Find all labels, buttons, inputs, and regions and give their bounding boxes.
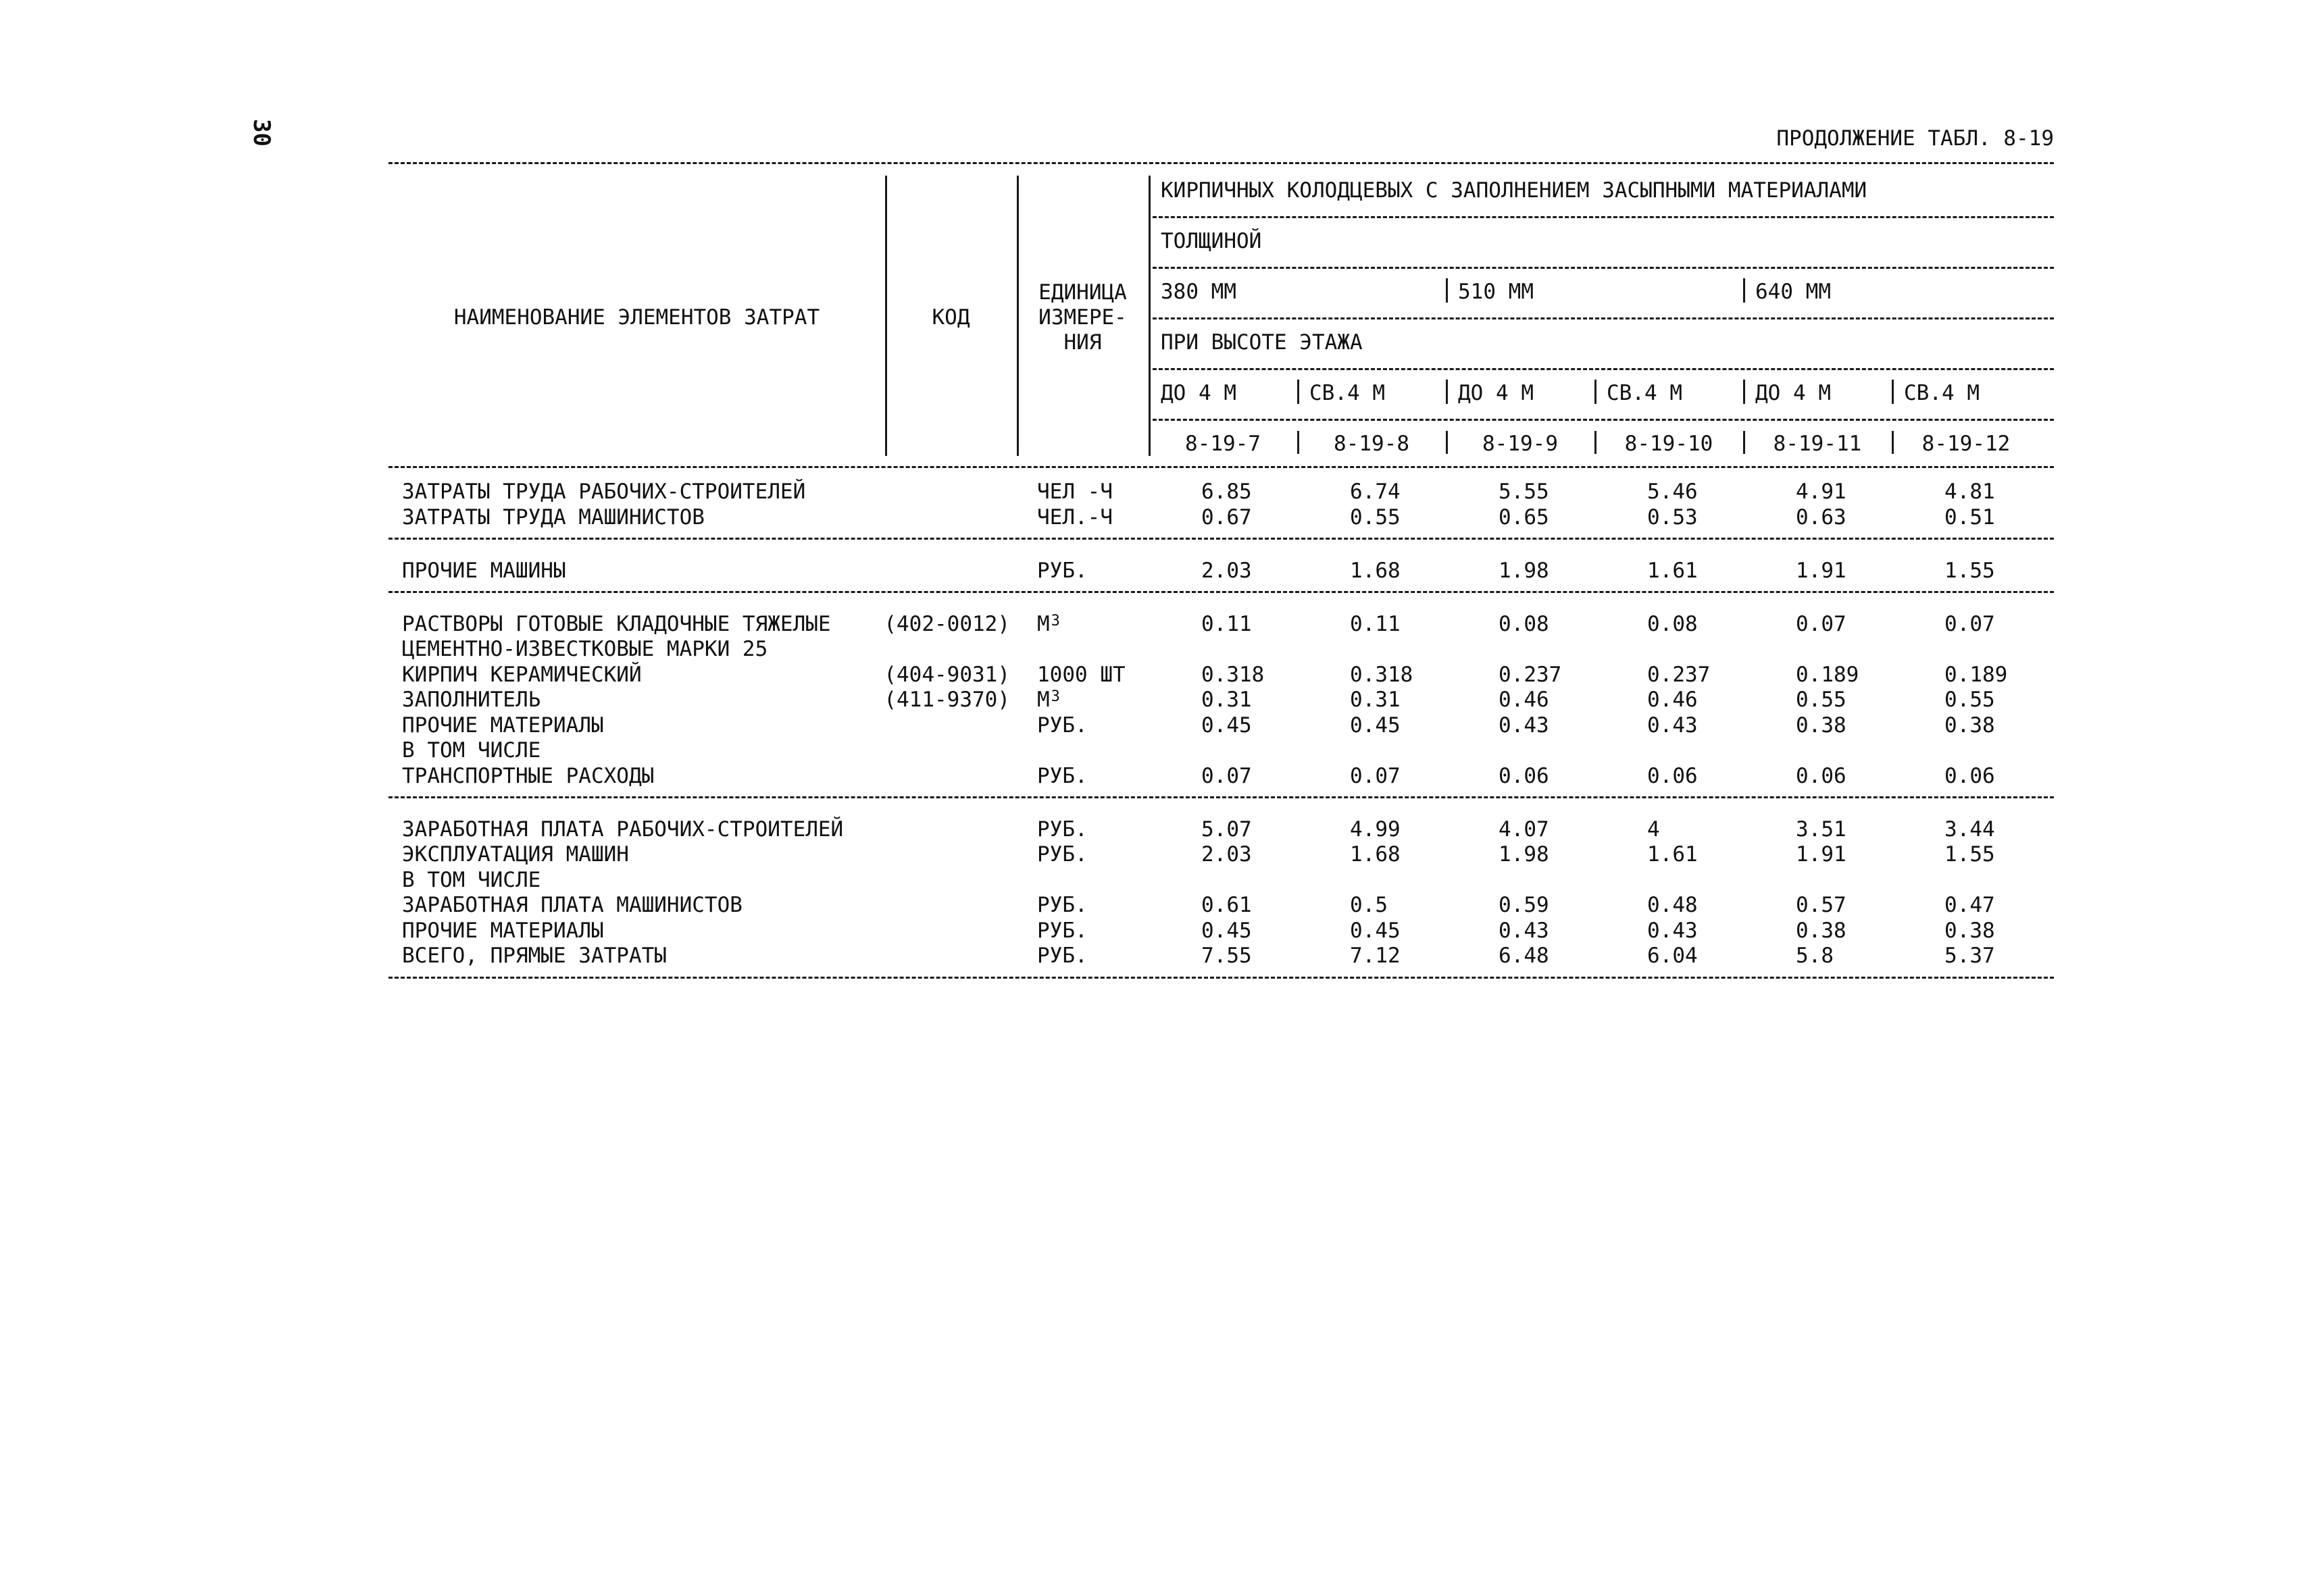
norm-code-4: 8-19-10 (1624, 432, 1713, 456)
row-unit: ЧЕЛ.-Ч (1037, 505, 1113, 530)
height-label: ПРИ ВЫСОТЕ ЭТАЖА (1161, 330, 1363, 355)
row-name: ЗАТРАТЫ ТРУДА МАШИНИСТОВ (402, 505, 705, 530)
row-value: 4.91 (1796, 480, 1846, 504)
row-value: 4 (1647, 817, 1660, 842)
row-value: 7.55 (1201, 944, 1252, 968)
row-value: 0.63 (1796, 505, 1846, 530)
row-value: 0.38 (1944, 713, 1995, 738)
row-value: 0.47 (1944, 893, 1995, 917)
row-value: 1.61 (1647, 558, 1698, 583)
row-value: 0.237 (1499, 662, 1562, 687)
column-separator (1446, 278, 1448, 303)
column-separator (1892, 380, 1894, 404)
row-unit: РУБ. (1037, 842, 1088, 867)
row-name: ЗАРАБОТНАЯ ПЛАТА МАШИНИСТОВ (402, 893, 743, 917)
row-value: 0.08 (1647, 611, 1698, 636)
row-name: ПРОЧИЕ МАТЕРИАЛЫ (402, 713, 604, 738)
row-value: 7.12 (1350, 944, 1401, 968)
norm-code-6: 8-19-12 (1921, 432, 2011, 456)
row-value: 6.85 (1201, 480, 1252, 504)
row-name: ЗАПОЛНИТЕЛЬ (402, 688, 541, 712)
row-unit: РУБ. (1037, 763, 1088, 788)
rule-line (388, 977, 2054, 979)
row-value: 0.11 (1201, 611, 1252, 636)
row-unit: РУБ. (1037, 893, 1088, 917)
rule-line (388, 466, 2054, 468)
row-value: 0.46 (1499, 688, 1549, 712)
row-value: 0.38 (1796, 918, 1846, 943)
norm-code-3: 8-19-9 (1482, 432, 1558, 456)
row-value: 0.67 (1201, 505, 1252, 530)
row-value: 0.65 (1499, 505, 1549, 530)
table-caption: ПРОДОЛЖЕНИЕ ТАБЛ. 8-19 (1776, 126, 2054, 151)
column-separator (1446, 380, 1448, 404)
row-value: 0.59 (1499, 893, 1549, 917)
height-1: ДО 4 М (1161, 381, 1236, 405)
row-value: 4.07 (1499, 817, 1549, 842)
row-value: 0.318 (1350, 662, 1413, 687)
thickness-1: 380 ММ (1161, 280, 1236, 304)
height-6: СВ.4 М (1904, 381, 1980, 405)
row-name: ВСЕГО, ПРЯМЫЕ ЗАТРАТЫ (402, 944, 667, 968)
rule-line (388, 162, 2054, 164)
row-value: 0.07 (1944, 611, 1995, 636)
norm-code-2: 8-19-8 (1334, 432, 1409, 456)
thickness-label: ТОЛЩИНОЙ (1161, 229, 1262, 253)
column-header-code: КОД (932, 305, 970, 330)
height-3: ДО 4 М (1458, 381, 1534, 405)
row-value: 0.38 (1796, 713, 1846, 738)
column-header-name: НАИМЕНОВАНИЕ ЭЛЕМЕНТОВ ЗАТРАТ (453, 305, 820, 330)
row-value: 0.06 (1499, 763, 1549, 788)
row-value: 4.81 (1944, 480, 1995, 504)
row-value: 0.45 (1350, 918, 1401, 943)
row-value: 0.45 (1201, 713, 1252, 738)
height-5: ДО 4 М (1755, 381, 1831, 405)
row-name: РАСТВОРЫ ГОТОВЫЕ КЛАДОЧНЫЕ ТЯЖЕЛЫЕ (402, 611, 831, 636)
row-value: 2.03 (1201, 558, 1252, 583)
row-value: 1.68 (1350, 558, 1401, 583)
row-name: ЗАРАБОТНАЯ ПЛАТА РАБОЧИХ-СТРОИТЕЛЕЙ (402, 817, 844, 842)
height-2: СВ.4 М (1309, 381, 1385, 405)
row-value: 6.74 (1350, 480, 1401, 504)
row-value: 5.55 (1499, 480, 1549, 504)
row-unit: 1000 ШТ (1037, 662, 1126, 687)
row-resource-code: (402-0012) (884, 611, 1010, 636)
row-unit: ЧЕЛ -Ч (1037, 480, 1113, 504)
row-value: 2.03 (1201, 842, 1252, 867)
row-name: ЗАТРАТЫ ТРУДА РАБОЧИХ-СТРОИТЕЛЕЙ (402, 480, 806, 504)
thickness-2: 510 ММ (1458, 280, 1534, 304)
row-value: 0.31 (1201, 688, 1252, 712)
row-name: КИРПИЧ КЕРАМИЧЕСКИЙ (402, 662, 642, 687)
row-value: 5.37 (1944, 944, 1995, 968)
row-unit: $М^3$ (1037, 611, 1060, 636)
row-name: ПРОЧИЕ МАШИНЫ (402, 558, 566, 583)
row-name: В ТОМ ЧИСЛЕ (402, 867, 541, 892)
row-name: ПРОЧИЕ МАТЕРИАЛЫ (402, 918, 604, 943)
row-name: ТРАНСПОРТНЫЕ РАСХОДЫ (402, 763, 655, 788)
row-value: 1.61 (1647, 842, 1698, 867)
row-name: В ТОМ ЧИСЛЕ (402, 738, 541, 763)
row-value: 3.51 (1796, 817, 1846, 842)
row-value: 0.31 (1350, 688, 1401, 712)
column-separator (1743, 278, 1745, 303)
row-unit: $М^3$ (1037, 688, 1060, 712)
row-value: 0.38 (1944, 918, 1995, 943)
row-value: 0.189 (1944, 662, 2008, 687)
row-value: 5.07 (1201, 817, 1252, 842)
row-resource-code: (411-9370) (884, 688, 1010, 712)
row-value: 1.91 (1796, 842, 1846, 867)
row-value: 6.04 (1647, 944, 1698, 968)
row-value: 0.07 (1796, 611, 1846, 636)
row-value: 0.43 (1499, 918, 1549, 943)
row-value: 0.55 (1350, 505, 1401, 530)
row-value: 0.55 (1944, 688, 1995, 712)
rule-line (388, 796, 2054, 798)
row-value: 5.8 (1796, 944, 1834, 968)
row-unit: РУБ. (1037, 558, 1088, 583)
height-4: СВ.4 М (1607, 381, 1682, 405)
column-separator (1743, 380, 1745, 404)
row-value: 0.08 (1499, 611, 1549, 636)
row-value: 1.55 (1944, 558, 1995, 583)
row-name: ЦЕМЕНТНО-ИЗВЕСТКОВЫЕ МАРКИ 25 (402, 637, 768, 661)
column-header-unit: ИЗМЕРЕ- (1038, 305, 1127, 330)
row-value: 0.43 (1499, 713, 1549, 738)
rule-line (1153, 216, 2054, 218)
row-value: 0.48 (1647, 893, 1698, 917)
row-value: 0.5 (1350, 893, 1388, 917)
column-header-unit: НИЯ (1063, 330, 1102, 355)
column-separator (1149, 176, 1151, 456)
rule-line (388, 538, 2054, 540)
row-value: 0.55 (1796, 688, 1846, 712)
header-title: КИРПИЧНЫХ КОЛОДЦЕВЫХ С ЗАПОЛНЕНИЕМ ЗАСЫПНЫМИ МАТЕРИАЛАМИ (1161, 178, 1867, 203)
row-value: 1.68 (1350, 842, 1401, 867)
unit-exponent: 3 (1051, 612, 1060, 629)
row-value: 0.07 (1350, 763, 1401, 788)
row-value: 0.53 (1647, 505, 1698, 530)
row-value: 0.43 (1647, 713, 1698, 738)
row-value: 3.44 (1944, 817, 1995, 842)
row-value: 4.99 (1350, 817, 1401, 842)
column-separator (1594, 380, 1596, 404)
rule-line (1153, 419, 2054, 421)
rule-line (1153, 267, 2054, 269)
row-value: 1.91 (1796, 558, 1846, 583)
row-value: 0.06 (1796, 763, 1846, 788)
row-value: 0.06 (1944, 763, 1995, 788)
column-header-unit: ЕДИНИЦА (1038, 280, 1127, 305)
row-value: 0.45 (1350, 713, 1401, 738)
rule-line (388, 591, 2054, 593)
thickness-3: 640 ММ (1755, 280, 1831, 304)
row-unit: РУБ. (1037, 817, 1088, 842)
column-separator (1297, 380, 1299, 404)
row-value: 0.11 (1350, 611, 1401, 636)
row-value: 0.07 (1201, 763, 1252, 788)
row-value: 5.46 (1647, 480, 1698, 504)
row-value: 1.98 (1499, 842, 1549, 867)
page-number: 30 (248, 119, 275, 147)
row-unit: РУБ. (1037, 713, 1088, 738)
row-value: 0.43 (1647, 918, 1698, 943)
row-value: 0.57 (1796, 893, 1846, 917)
row-name: ЭКСПЛУАТАЦИЯ МАШИН (402, 842, 629, 867)
unit-exponent: 3 (1051, 688, 1060, 705)
row-value: 1.55 (1944, 842, 1995, 867)
row-value: 0.06 (1647, 763, 1698, 788)
row-value: 0.61 (1201, 893, 1252, 917)
row-value: 1.98 (1499, 558, 1549, 583)
row-value: 6.48 (1499, 944, 1549, 968)
row-unit: РУБ. (1037, 918, 1088, 943)
row-value: 0.51 (1944, 505, 1995, 530)
norm-code-1: 8-19-7 (1185, 432, 1261, 456)
row-value: 0.237 (1647, 662, 1711, 687)
row-unit: РУБ. (1037, 944, 1088, 968)
row-value: 0.45 (1201, 918, 1252, 943)
row-value: 0.189 (1796, 662, 1859, 687)
norm-code-5: 8-19-11 (1773, 432, 1862, 456)
rule-line (1153, 317, 2054, 319)
row-value: 0.46 (1647, 688, 1698, 712)
rule-line (1153, 368, 2054, 370)
row-resource-code: (404-9031) (884, 662, 1010, 687)
row-value: 0.318 (1201, 662, 1265, 687)
